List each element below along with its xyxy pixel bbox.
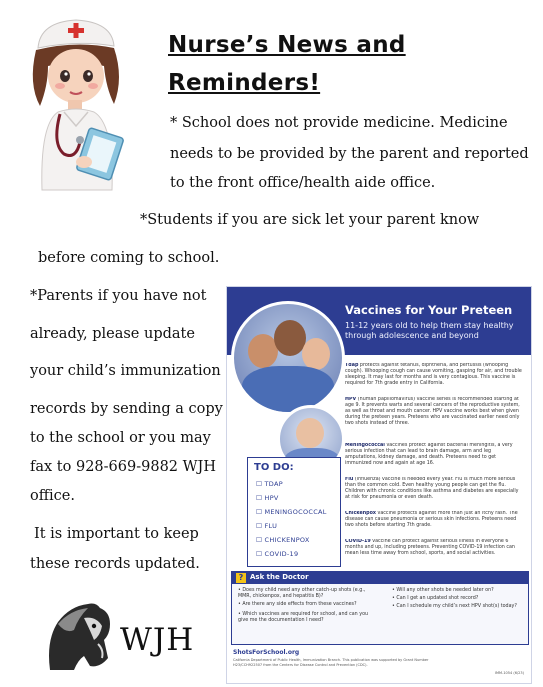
poster-todo-list bbox=[247, 457, 341, 567]
todo-item: ☐ COVID-19 bbox=[256, 550, 299, 558]
ask-question: • Can I get an updated shot record? bbox=[392, 596, 479, 601]
poster-paragraph-hpv: HPV (human papillomavirus) vaccine series is recommended starting at age 9. It prevents warts and several cancers of the reproductive system, as well as throat and mouth cancer. HPV vaccine works best when given during the preteen years. Preteens who are vaccinated earlier need only two shots instead of three. bbox=[345, 397, 520, 426]
todo-item: ☐ CHICKENPOX bbox=[256, 536, 310, 544]
poster-footer-site: ShotsForSchool.org bbox=[233, 649, 300, 656]
nurse-illustration bbox=[18, 14, 128, 200]
ask-question: • Does my child need any other catch-up shots (e.g., MMR, chickenpox, and hepatitis B)? bbox=[238, 588, 366, 599]
school-logo-text: WJH bbox=[120, 622, 195, 658]
poster-footer-fine: California Department of Public Health, Immunization Branch. This publication was supported by Grant Number H23/CCH922507 from the Centers for Disease Control and Prevention (CDC). bbox=[233, 658, 429, 667]
poster-title: Vaccines for Your Preteen bbox=[345, 303, 513, 317]
sick-note-line: before coming to school. bbox=[38, 250, 220, 266]
mustang-logo bbox=[44, 600, 114, 674]
todo-item: ☐ FLU bbox=[256, 522, 278, 530]
poster-subtitle: 11-12 years old to help them stay healthy through adolescence and beyond bbox=[345, 321, 514, 340]
immunization-note-line: to the school or you may bbox=[30, 430, 211, 446]
ask-question: • Will any other shots be needed later on? bbox=[392, 588, 494, 593]
poster-code: IMM-1054 (6/23) bbox=[495, 671, 524, 675]
immunization-note-line: fax to 928-669-9882 WJH bbox=[30, 459, 216, 475]
poster-paragraph-chickenpox: Chickenpox vaccine protects against more than just an itchy rash. The disease can cause pneumonia or serious skin infections. Preteens need two shots before starting 7th grade. bbox=[345, 511, 518, 528]
poster-photo-kids bbox=[231, 301, 345, 415]
poster-ask-doctor bbox=[231, 571, 529, 645]
immunization-note-line: office. bbox=[30, 488, 75, 504]
medicine-note-line: * School does not provide medicine. Medicine bbox=[170, 115, 508, 131]
question-mark-icon: ? bbox=[236, 573, 246, 583]
heading-line-2: Reminders! bbox=[168, 70, 321, 96]
immunization-note-line: records by sending a copy bbox=[30, 401, 223, 417]
poster-paragraph-flu: Flu (influenza) vaccine is needed every year. Flu is much more serious than the common cold. Even healthy young people can get the flu. Children with chronic conditions like asthma and diabetes are especially at risk for pneumonia or even death. bbox=[345, 477, 519, 500]
vaccine-poster bbox=[226, 286, 532, 684]
todo-item: ☐ HPV bbox=[256, 494, 279, 502]
immunization-note-line: *Parents if you have not bbox=[30, 288, 207, 304]
ask-question: • Are there any side effects from these vaccines? bbox=[238, 602, 357, 607]
todo-item: ☐ MENINGOCOCCAL bbox=[256, 508, 327, 516]
todo-item: ☐ TDAP bbox=[256, 480, 283, 488]
ask-question: • Can I schedule my child’s next HPV shot(s) today? bbox=[392, 604, 517, 609]
poster-paragraph-tdap: Tdap protects against tetanus, diphtheria, and pertussis (whooping cough). Whooping cough can cause vomiting, gasping for air, and trouble sleeping. It may last for months and is very contagious. This vaccine is required for 7th grade entry in California. bbox=[345, 363, 522, 386]
poster-paragraph-covid: COVID-19 vaccine can protect against serious illness in everyone 6 months and up, including preteens. Preventing COVID-19 infection can mean less time away from school, sports, and social activities. bbox=[345, 539, 515, 556]
immunization-note-line: already, please update bbox=[30, 326, 195, 342]
poster-paragraph-meningococcal: Meningococcal vaccines protect against bacterial meningitis, a very serious infection that can lead to brain damage, arm and leg amputations, kidney damage, and death. Preteens need to get immunized now and again at age 16. bbox=[345, 443, 513, 466]
ask-question: • Which vaccines are required for school, and can you give me the documentation I need? bbox=[238, 612, 369, 623]
medicine-note-line: to the front office/health aide office. bbox=[170, 175, 436, 191]
records-note-line: these records updated. bbox=[30, 556, 200, 572]
records-note-line: It is important to keep bbox=[34, 526, 199, 542]
immunization-note-line: your child’s immunization bbox=[30, 363, 221, 379]
heading-line-1: Nurse’s News and bbox=[168, 32, 406, 58]
ask-title: Ask the Doctor bbox=[250, 573, 309, 581]
sick-note-line: *Students if you are sick let your parent know bbox=[140, 212, 480, 228]
todo-heading: TO DO: bbox=[254, 462, 294, 473]
medicine-note-line: needs to be provided by the parent and reported bbox=[170, 146, 529, 162]
